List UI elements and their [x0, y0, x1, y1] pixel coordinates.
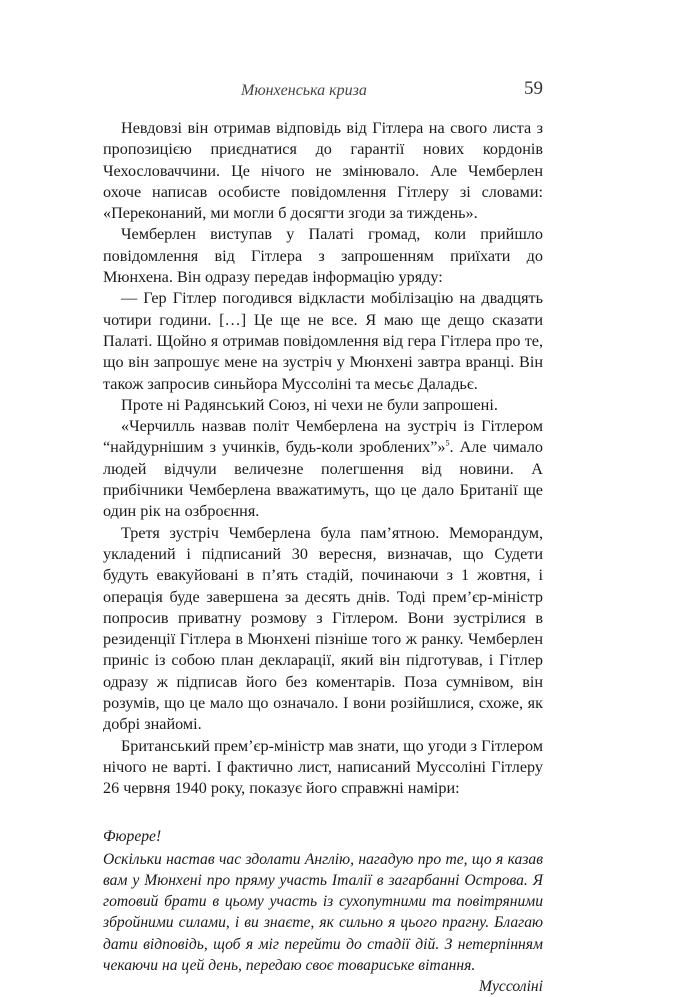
paragraph: Невдовзі він отримав відповідь від Гітлера на свого листа з пропозицією приєднатися до гарантії нових кордонів Чехословаччини. Це нічого не змінювало. Але Чемберлен охоче написав особисте повідомлення Гітлеру зі словами: «Переконаний, ми могли б досягти згоди за тиждень».	[103, 118, 543, 224]
paragraph: — Гер Гітлер погодився відкласти мобілізацію на двадцять чотири години. […] Це ще не все. Я маю ще дещо сказати Палаті. Щойно я отримав повідомлення від гера Гітлера про те, що він запрошує мене на зустріч у Мюнхені завтра вранці. Він також запросив синьйора Муссоліні та месьє Даладьє.	[103, 288, 543, 394]
paragraph: Чемберлен виступав у Палаті громад, коли прийшло повідомлення від Гітлера з запрошенням приїхати до Мюнхена. Він одразу передав інформацію уряду:	[103, 224, 543, 288]
book-page	[103, 78, 543, 997]
page-header	[103, 78, 543, 106]
paragraph: Британський прем’єр-міністр мав знати, що угоди з Гітлером нічого не варті. І фактично лист, написаний Муссоліні Гітлеру 26 червня 1940 року, показує його справжні наміри:	[103, 736, 543, 800]
letter-salutation: Фюрере!	[103, 826, 543, 847]
paragraph	[103, 416, 543, 522]
page-number: 59	[524, 78, 543, 100]
letter-body: Оскільки настав час здолати Англію, нагадую про те, що я казав вам у Мюнхені про пряму участь Італії в загарбанні Острова. Я готовий брати в цьому участь із сухопутними та повітряними збройними силами, і ви знаєте, як сильно я цього прагну. Благаю дати відповідь, щоб я міг перейти до стадії дій. З нетерпінням чекаючи на цей день, передаю своє товариське вітання.	[103, 849, 543, 976]
quote-text: «Черчилль назвав політ Чемберлена на зустріч із Гітлером “найдурнішим з учинків, будь-коли зроблених”»	[103, 417, 543, 456]
paragraph: Проте ні Радянський Союз, ні чехи не були запрошені.	[103, 395, 543, 416]
letter-quote	[103, 826, 543, 997]
paragraph-tail: . Але чимало людей відчули величезне полегшення від новини. А прибічники Чемберлена вважатимуть, що це дало Британії ще один рік на озброєння.	[103, 438, 543, 520]
footnote-reference: 5	[446, 439, 450, 448]
running-title: Мюнхенська криза	[241, 82, 367, 100]
letter-signature: Муссоліні	[103, 976, 543, 997]
paragraph: Третя зустріч Чемберлена була пам’ятною. Меморандум, укладений і підписаний 30 вересня, визначав, що Судети будуть евакуйовані в п’ять стадій, починаючи з 1 жовтня, і операція буде завершена за десять днів. Тоді прем’єр-міністр попросив приватну розмову з Гітлером. Вони зустрілися в резиденції Гітлера в Мюнхені пізніше того ж ранку. Чемберлен приніс із собою план декларації, який він підготував, і Гітлер одразу ж підписав його без коментарів. Поза сумнівом, він розумів, що це мало що означало. І вони розійшлися, схоже, як добрі знайомі.	[103, 523, 543, 736]
main-text	[103, 118, 543, 800]
